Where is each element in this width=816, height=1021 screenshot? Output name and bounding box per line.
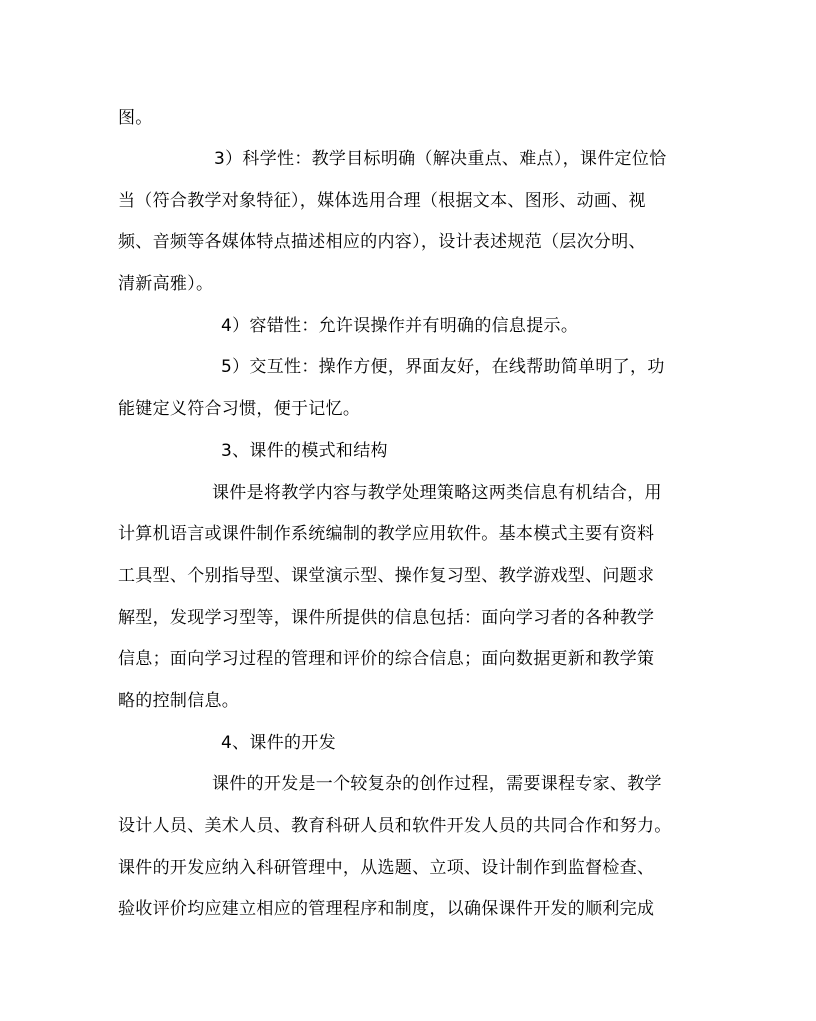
text-line: 解型，发现学习型等，课件所提供的信息包括：面向学习者的各种教学 xyxy=(118,608,655,628)
text-line: 略的控制信息。 xyxy=(118,691,240,711)
text-line: 计算机语言或课件制作系统编制的教学应用软件。基本模式主要有资料 xyxy=(118,524,655,544)
text-line: 能键定义符合习惯，便于记忆。 xyxy=(118,399,361,419)
text-line: 清新高雅）。 xyxy=(118,274,214,294)
list-item-fault-tolerance: 4）容错性：允许误操作并有明确的信息提示。 xyxy=(221,316,579,336)
text-line: 当（符合教学对象特征），媒体选用合理（根据文本、图形、动画、视 xyxy=(118,191,646,211)
section-heading-3: 3、课件的模式和结构 xyxy=(221,441,388,461)
text-line: 信息；面向学习过程的管理和评价的综合信息；面向数据更新和教学策 xyxy=(118,649,655,669)
paragraph-start: 课件的开发是一个较复杂的创作过程，需要课程专家、教学 xyxy=(212,774,662,794)
list-item-scientific: 3）科学性：教学目标明确（解决重点、难点），课件定位恰 xyxy=(214,149,667,169)
text-line: 设计人员、美术人员、教育科研人员和软件开发人员的共同合作和努力。 xyxy=(118,816,672,836)
text-line: 工具型、个别指导型、课堂演示型、操作复习型、教学游戏型、问题求 xyxy=(118,566,655,586)
text-line: 课件的开发应纳入科研管理中，从选题、立项、设计制作到监督检查、 xyxy=(118,858,655,878)
section-heading-4: 4、课件的开发 xyxy=(221,733,336,753)
paragraph-start: 课件是将教学内容与教学处理策略这两类信息有机结合，用 xyxy=(212,483,662,503)
text-line: 图。 xyxy=(118,108,153,128)
text-line: 验收评价均应建立相应的管理程序和制度，以确保课件开发的顺利完成 xyxy=(118,899,655,919)
list-item-interactivity: 5）交互性：操作方便，界面友好，在线帮助简单明了，功 xyxy=(221,357,665,377)
text-line: 频、音频等各媒体特点描述相应的内容），设计表述规范（层次分明、 xyxy=(118,232,646,252)
